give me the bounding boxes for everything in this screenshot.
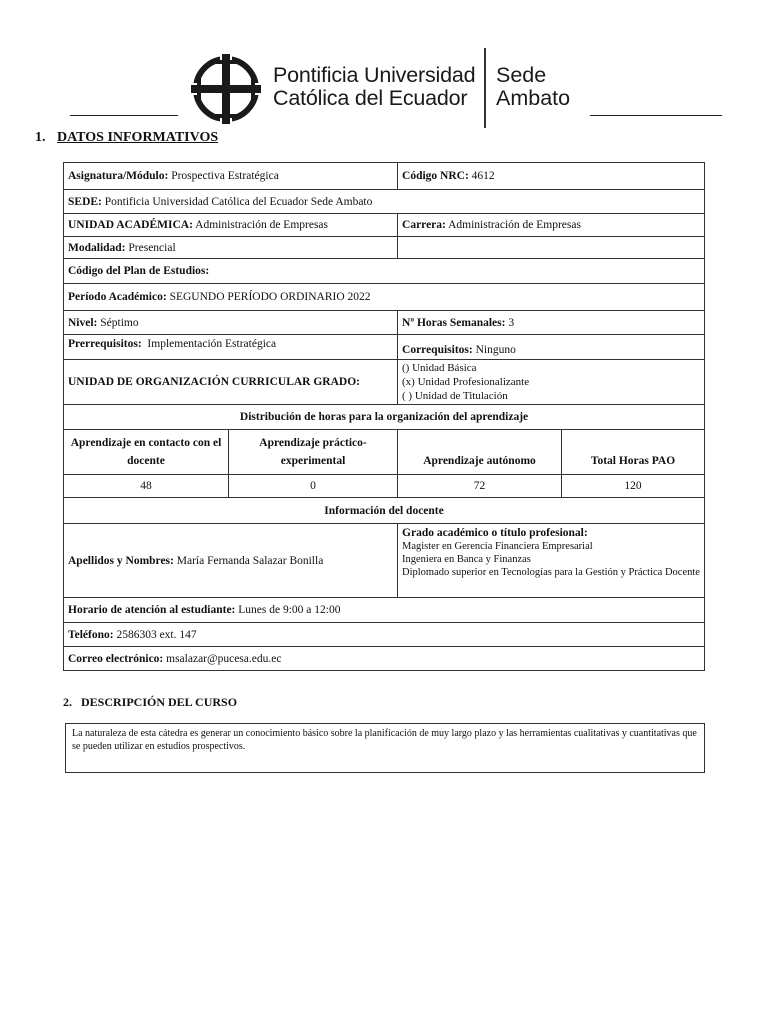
codigo-label: Código NRC:: [402, 170, 469, 182]
correq-value: Ninguno: [475, 344, 516, 356]
table-row: [64, 524, 705, 598]
uoc-option: (x) Unidad Profesionalizante: [402, 376, 530, 388]
section2-heading: [63, 695, 237, 710]
modalidad-label: Modalidad:: [68, 241, 126, 254]
prerreq-cell: [64, 335, 398, 360]
nombres-label: Apellidos y Nombres:: [68, 554, 174, 567]
unidad-value: Administración de Empresas: [195, 219, 329, 231]
table-row: [64, 623, 705, 647]
val-total: 120: [562, 475, 705, 498]
prerreq-value: Implementación Estratégica: [147, 338, 277, 350]
telefono-label: Teléfono:: [68, 628, 114, 641]
header-divider: [484, 48, 486, 128]
plan-label: Código del Plan de Estudios:: [68, 265, 210, 277]
section2-title: DESCRIPCIÓN DEL CURSO: [81, 695, 238, 709]
col-practico-label: Aprendizaje práctico-experimental: [259, 437, 367, 467]
telefono-cell: [64, 623, 705, 647]
table-row: [64, 475, 705, 498]
distribucion-title: Distribución de horas para la organización del aprendizaje: [239, 411, 529, 423]
docente-title-cell: [64, 498, 705, 524]
col-autonomo-label: Aprendizaje autónomo: [423, 455, 536, 467]
sede-line1: Sede: [496, 63, 547, 87]
periodo-label: Período Académico:: [68, 291, 167, 303]
telefono-value: 2586303 ext. 147: [116, 628, 197, 641]
nombres-cell: [64, 524, 398, 598]
horas-value: 3: [508, 316, 515, 329]
table-row: [64, 311, 705, 335]
correo-cell: [64, 647, 705, 671]
distribucion-title-cell: [64, 405, 705, 430]
grado-cell: [398, 524, 705, 598]
sede-cell: [64, 190, 705, 214]
periodo-value: SEGUNDO PERÍODO ORDINARIO 2022: [169, 291, 371, 303]
nivel-value: Séptimo: [100, 316, 139, 329]
correq-cell: [398, 335, 705, 360]
sede-value: Pontificia Universidad Católica del Ecuador Sede Ambato: [104, 195, 373, 208]
grado-line: Diplomado superior en Tecnologías para la Gestión y Práctica Docente: [402, 567, 700, 578]
val-contacto: 48: [64, 475, 229, 498]
plan-cell: [64, 259, 705, 284]
grado-label: Grado académico o título profesional:: [402, 527, 588, 539]
correo-label: Correo electrónico:: [68, 652, 164, 665]
section2-number: 2.: [63, 695, 72, 709]
horario-cell: [64, 598, 705, 623]
horas-cell: [398, 311, 705, 335]
table-row: [64, 284, 705, 311]
carrera-cell: [398, 214, 705, 237]
uoc-options-cell: [398, 360, 705, 405]
header-right-rule: [590, 115, 722, 116]
table-row: [64, 647, 705, 671]
modalidad-value: Presencial: [128, 241, 176, 254]
table-row: [64, 360, 705, 405]
table-row: [64, 405, 705, 430]
table-row: [64, 214, 705, 237]
modalidad-cell: [64, 237, 398, 259]
empty-cell: [398, 237, 705, 259]
header-left-rule: [70, 115, 178, 116]
nivel-label: Nivel:: [68, 316, 98, 329]
table-row: [64, 498, 705, 524]
col-practico-header: [229, 430, 398, 475]
horas-label: Nº Horas Semanales:: [402, 316, 506, 329]
grado-line: Ingeniera en Banca y Finanzas: [402, 554, 531, 565]
val-practico: 0: [229, 475, 398, 498]
unidad-cell: [64, 214, 398, 237]
codigo-value: 4612: [471, 170, 495, 182]
table-row: [64, 335, 705, 360]
table-row: [64, 598, 705, 623]
info-table: [63, 162, 705, 671]
col-total-label: Total Horas PAO: [590, 455, 676, 467]
docente-title: Información del docente: [324, 504, 444, 517]
table-row: [64, 430, 705, 475]
horario-value: Lunes de 9:00 a 12:00: [238, 604, 341, 616]
col-contacto-label: Aprendizaje en contacto con el docente: [70, 437, 222, 467]
university-crest-icon: [187, 50, 265, 128]
sede-label: SEDE:: [68, 195, 102, 208]
horario-label: Horario de atención al estudiante:: [68, 604, 236, 616]
carrera-value: Administración de Empresas: [448, 219, 581, 231]
prerreq-label: Prerrequisitos:: [68, 338, 142, 350]
col-total-header: [562, 430, 705, 475]
asignatura-cell: [64, 163, 398, 190]
section1-title: DATOS INFORMATIVOS: [57, 130, 219, 145]
grado-line: Magister en Gerencia Financiera Empresarial: [402, 541, 593, 552]
section1-heading: [35, 130, 218, 146]
university-name-line1: Pontificia Universidad: [273, 63, 476, 87]
col-contacto-header: [64, 430, 229, 475]
section1-number: 1.: [35, 130, 46, 145]
carrera-label: Carrera:: [402, 219, 446, 231]
table-row: [64, 237, 705, 259]
table-row: [64, 190, 705, 214]
asignatura-label: Asignatura/Módulo:: [68, 170, 169, 182]
university-name-line2: Católica del Ecuador: [273, 86, 468, 110]
uoc-option: ( ) Unidad de Titulación: [402, 390, 508, 402]
sede-line2: Ambato: [496, 86, 571, 110]
uoc-label: UNIDAD DE ORGANIZACIÓN CURRICULAR GRADO:: [68, 376, 360, 388]
nombres-value: María Fernanda Salazar Bonilla: [176, 554, 324, 567]
table-row: [64, 259, 705, 284]
course-description: La naturaleza de esta cátedra es generar un conocimiento básico sobre la planificación de muy largo plazo y las herramientas cualitativas y cuantitativas que se pueden utilizar en estudios prospectivos.: [65, 723, 705, 773]
uoc-option: () Unidad Básica: [402, 362, 477, 374]
correq-label: Correquisitos:: [402, 344, 473, 356]
unidad-label: UNIDAD ACADÉMICA:: [68, 219, 193, 231]
periodo-cell: [64, 284, 705, 311]
nivel-cell: [64, 311, 398, 335]
uoc-cell: [64, 360, 398, 405]
asignatura-value: Prospectiva Estratégica: [171, 170, 279, 182]
table-row: [64, 163, 705, 190]
codigo-cell: [398, 163, 705, 190]
correo-value: msalazar@pucesa.edu.ec: [166, 652, 282, 665]
val-autonomo: 72: [398, 475, 562, 498]
col-autonomo-header: [398, 430, 562, 475]
